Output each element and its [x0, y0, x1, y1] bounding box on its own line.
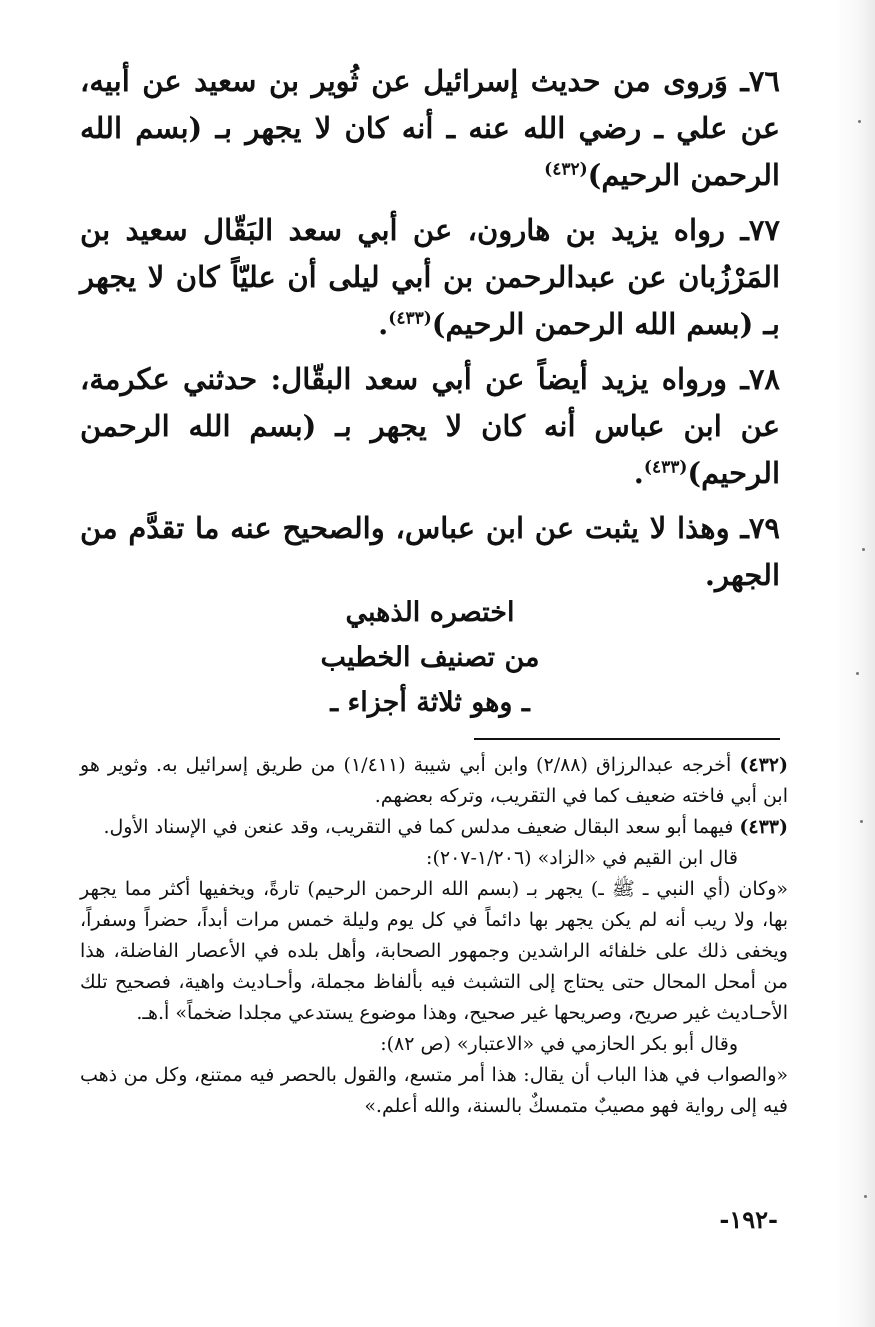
- page-edge-shadow: [835, 0, 875, 1327]
- paragraph-79: [80, 505, 780, 599]
- heading-line-3: ـ وهو ثلاثة أجزاء ـ: [330, 687, 530, 718]
- main-text: [80, 58, 780, 607]
- colophon-heading: [80, 590, 780, 725]
- footnote-text: أخرجه عبدالرزاق (٢/٨٨) وابن أبي شيبة (١/٤١١) من طريق إسرائيل به. وثوير هو ابن أبي فاخته ضعيف كما في التقريب، وتركه بعضهم.: [80, 754, 788, 807]
- paragraph-76: [80, 58, 780, 199]
- scan-speck: [856, 672, 859, 675]
- footnotes: [80, 750, 788, 1122]
- paragraph-text: ٧٦ـ وَروى من حديث إسرائيل عن ثُوير بن سعيد عن أبيه، عن علي ـ رضي الله عنه ـ أنه كان لا يجهر بـ (بسم الله الرحمن الرحيم): [80, 64, 780, 192]
- footnote-text: فيهما أبو سعد البقال ضعيف مدلس كما في التقريب، وقد عنعن في الإسناد الأول.: [103, 816, 734, 838]
- footnote-number: (٤٣٢): [739, 754, 788, 776]
- footnote-reference: (٤٣٣): [643, 457, 688, 478]
- paragraph-tail: .: [633, 456, 644, 490]
- paragraph-77: [80, 207, 780, 348]
- footnote-separator: [474, 738, 780, 740]
- paragraph-text: ٧٧ـ رواه يزيد بن هارون، عن أبي سعد البَقّال سعيد بن المَرْزُبان عن عبدالرحمن بن أبي ليلى أن عليّاً كان لا يجهر بـ (بسم الله الرحمن الرحيم): [80, 213, 780, 341]
- footnote-reference: (٤٣٣): [388, 308, 432, 329]
- footnote-reference: (٤٣٢): [544, 159, 588, 180]
- paragraph-tail: .: [378, 307, 389, 341]
- footnote-432: [80, 750, 788, 812]
- scan-speck: [858, 120, 861, 123]
- paragraph-78: [80, 356, 780, 497]
- scan-speck: [860, 820, 863, 823]
- heading-line-2: من تصنيف الخطيب: [320, 642, 540, 673]
- paragraph-text: ٧٨ـ ورواه يزيد أيضاً عن أبي سعد البقّال: حدثني عكرمة، عن ابن عباس أنه كان لا يجهر بـ (بسم الله الرحمن الرحيم): [80, 362, 780, 490]
- heading-line-1: اختصره الذهبي: [345, 597, 515, 628]
- page-number: -١٩٢-: [719, 1205, 778, 1234]
- footnote-number: (٤٣٣): [739, 816, 788, 838]
- footnote-hazimi-intro: وقال أبو بكر الحازمي في «الاعتبار» (ص ٨٢):: [380, 1033, 738, 1055]
- footnote-ibn-qayyim-intro: قال ابن القيم في «الزاد» (١/٢٠٦-٢٠٧):: [426, 847, 738, 869]
- scan-speck: [862, 548, 865, 551]
- footnote-hazimi-quote: «والصواب في هذا الباب أن يقال: هذا أمر متسع، والقول بالحصر فيه ممتنع، وكل من ذهب فيه إلى رواية فهو مصيبٌ متمسكٌ بالسنة، والله أعلم.»: [80, 1064, 788, 1117]
- scan-speck: [864, 1195, 867, 1198]
- footnote-ibn-qayyim-quote: «وكان (أي النبي ـ ﷺ ـ) يجهر بـ (بسم الله الرحمن الرحيم) تارةً، ويخفيها أكثر مما يجهر بها، ولا ريب أنه لم يكن يجهر بها دائماً في كل يوم وليلة خمس مرات أبداً، حضراً وسفراً، ويخفى ذلك على خلفائه الراشدين وجمهور الصحابة، وأهل بلده في الأعصار الفاضلة، هذا من أمحل المحال حتى يحتاج إلى التشبث فيه بألفاظ مجملة، وأحـاديث واهية، فصحيح تلك الأحـاديث غير صريح، وصريحها غير صحيح، وهذا موضوع يستدعي مجلدا ضخماً» أ.هـ.: [80, 878, 788, 1024]
- footnote-433: [80, 812, 788, 843]
- paragraph-text: ٧٩ـ وهذا لا يثبت عن ابن عباس، والصحيح عنه ما تقدَّم من الجهر.: [80, 511, 780, 592]
